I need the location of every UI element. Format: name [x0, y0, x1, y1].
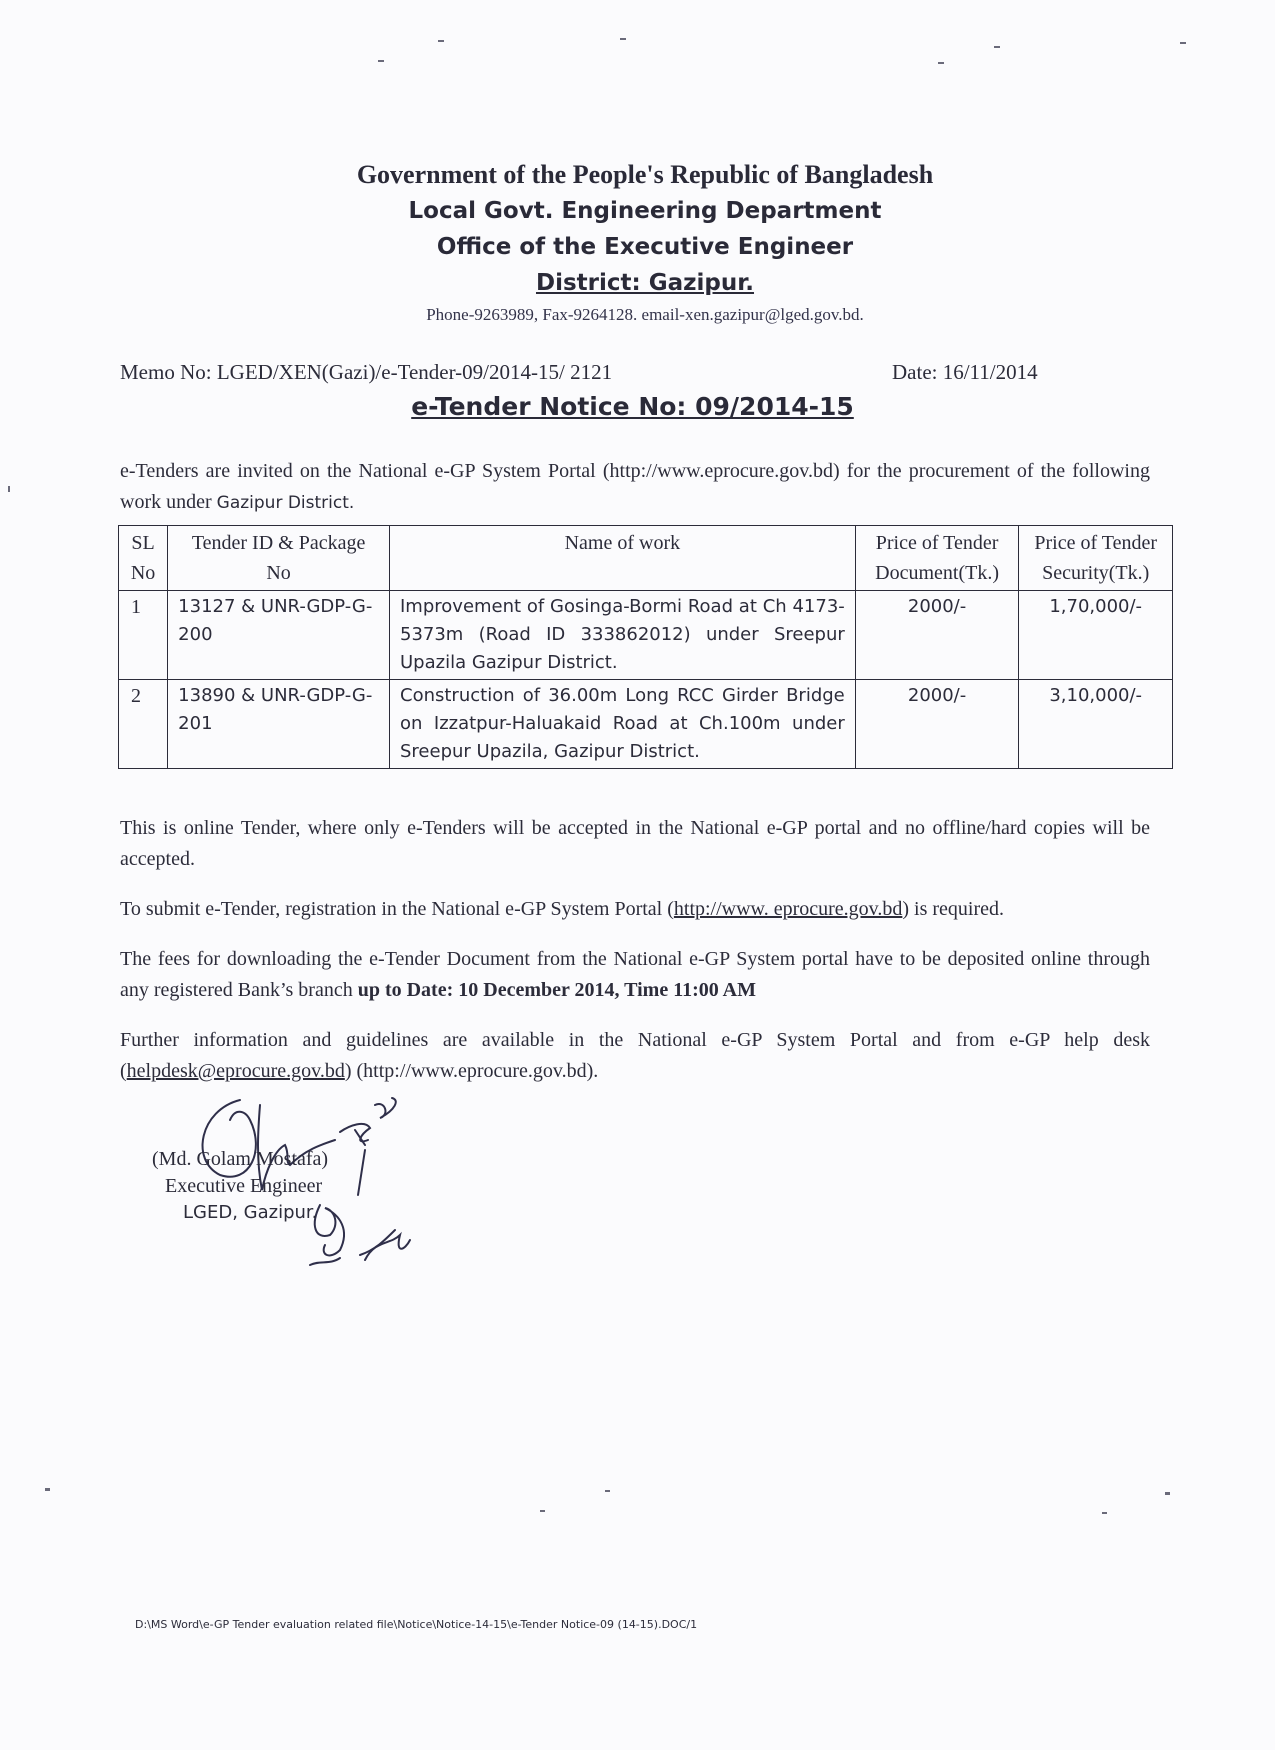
row-sl: 2: [119, 680, 168, 769]
row-work: Improvement of Gosinga-Bormi Road at Ch 4173-5373m (Road ID 333862012) under Sreepur Upazila Gazipur District.: [390, 591, 856, 680]
further-text: Further information and guidelines are available in the National e-GP System Portal and from e-GP help desk (: [120, 1029, 1150, 1082]
memo-date: Date: 16/11/2014: [892, 360, 1038, 384]
contact-line: Phone-9263989, Fax-9264128. email-xen.gazipur@lged.gov.bd.: [426, 305, 864, 324]
registration-suffix: ) is required.: [902, 898, 1004, 920]
district-heading: [0, 270, 1275, 296]
intro-text: e-Tenders are invited on the National e-GP System Portal (http://www.eprocure.gov.bd) for the procurement of the following work under: [120, 460, 1150, 513]
government-heading: Government of the People's Republic of Bangladesh: [356, 160, 934, 189]
online-tender-paragraph: This is online Tender, where only e-Tenders will be accepted in the National e-GP portal and no offline/hard copies will be accepted.: [120, 817, 1150, 870]
row-security-price: 1,70,000/-: [1019, 591, 1173, 680]
department-heading: Local Govt. Engineering Department: [408, 198, 882, 224]
scan-speck: [994, 46, 1000, 48]
scan-speck: [540, 1510, 545, 1512]
row-sl: 1: [119, 591, 168, 680]
row-doc-price: 2000/-: [855, 591, 1019, 680]
document-file-path: D:\MS Word\e-GP Tender evaluation related file\Notice\Notice-14-15\e-Tender Notice-09 (14-15).DOC/1: [135, 1618, 698, 1631]
row-security-price: 3,10,000/-: [1019, 680, 1173, 769]
scan-speck: [1180, 42, 1186, 44]
scan-speck: [8, 486, 10, 492]
eprocure-link[interactable]: http://www. eprocure.gov.bd: [673, 898, 903, 920]
helpdesk-email-link[interactable]: helpdesk@eprocure.gov.bd: [126, 1060, 345, 1082]
district-label: District: Gazipur.: [535, 270, 755, 296]
table-header-row: [119, 526, 1173, 591]
table-row: [119, 680, 1173, 769]
memo-number: Memo No: LGED/XEN(Gazi)/e-Tender-09/2014-15/ 2121: [120, 360, 613, 384]
row-tender-id: 13127 & UNR-GDP-G-200: [168, 591, 390, 680]
scan-speck: [1102, 1512, 1107, 1514]
header-work: Name of work: [390, 526, 856, 591]
registration-text: To submit e-Tender, registration in the National e-GP System Portal (: [120, 898, 674, 920]
scan-speck: [1165, 1492, 1170, 1495]
row-doc-price: 2000/-: [855, 680, 1019, 769]
row-work: Construction of 36.00m Long RCC Girder Bridge on Izzatpur-Haluakaid Road at Ch.100m under Sreepur Upazila, Gazipur District.: [390, 680, 856, 769]
registration-paragraph: [120, 894, 1150, 925]
scan-speck: [45, 1488, 50, 1491]
table-row: [119, 591, 1173, 680]
fees-deadline: up to Date: 10 December 2014, Time 11:00 AM: [357, 979, 756, 1001]
scan-speck: [378, 60, 384, 62]
office-heading: Office of the Executive Engineer: [436, 234, 854, 260]
intro-paragraph: [120, 456, 1150, 519]
header-tender-id: Tender ID & Package No: [168, 526, 390, 591]
scan-speck: [938, 62, 944, 64]
signatory-name: (Md. Golam Mostafa): [152, 1148, 329, 1170]
scan-speck: [438, 40, 444, 42]
scan-speck: [620, 38, 626, 40]
signatory-organization: LGED, Gazipur.: [183, 1202, 318, 1223]
scan-speck: [605, 1490, 610, 1492]
notice-title: e-Tender Notice No: 09/2014-15: [411, 392, 854, 421]
fees-paragraph: [120, 944, 1150, 1006]
header-security-price: Price of Tender Security(Tk.): [1019, 526, 1173, 591]
header-sl: SL No: [119, 526, 168, 591]
signatory-title: Executive Engineer: [165, 1175, 323, 1197]
header-doc-price: Price of Tender Document(Tk.): [855, 526, 1019, 591]
fees-text: The fees for downloading the e-Tender Document from the National e-GP System portal have to be deposited online through any registered Bank’s branch: [120, 948, 1150, 1001]
row-tender-id: 13890 & UNR-GDP-G-201: [168, 680, 390, 769]
tender-table: [118, 525, 1173, 769]
intro-district: Gazipur District.: [216, 493, 355, 513]
further-info-paragraph: [120, 1025, 1150, 1087]
further-suffix: ) (http://www.eprocure.gov.bd).: [344, 1060, 599, 1082]
